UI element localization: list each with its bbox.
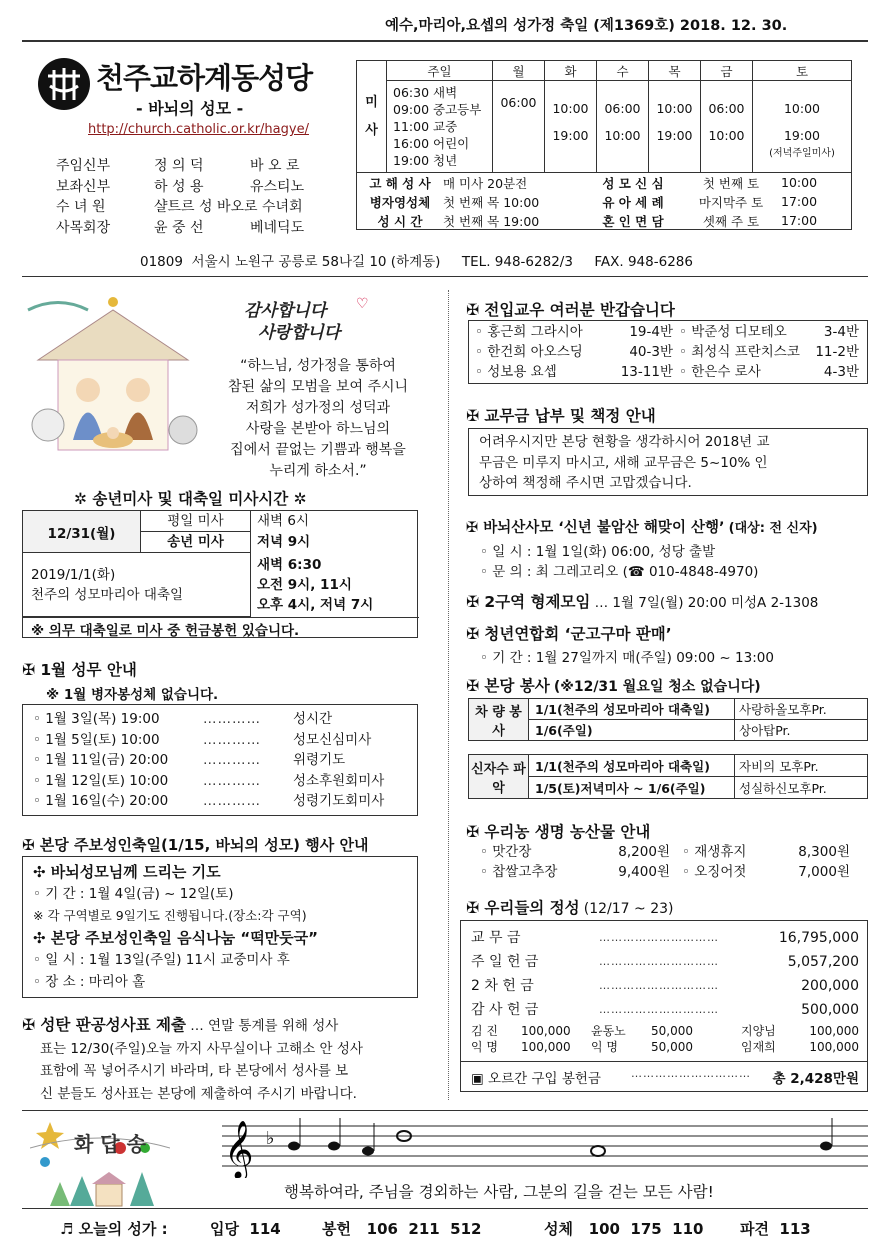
food-sharing-time: ◦ 일 시 : 1월 13일(주일) 11시 교중미사 후 (33, 952, 290, 968)
food-sharing-heading: ✣ 본당 주보성인축일 음식나눔 “떡만둣국” (33, 929, 319, 947)
offering-box (460, 920, 868, 1092)
thursday-times: 10:00 19:00 (649, 81, 701, 173)
offering-title: ✠ 우리들의 정성 (12/17 ~ 23) (466, 899, 674, 917)
day-header: 주일 (387, 61, 493, 81)
today-songs (60, 1218, 811, 1239)
jan-item: ◦ 1월 11일(금) 20:00 ………… 위령기도 (33, 752, 346, 768)
service-title: ✠ 본당 봉사 (※12/31 월요일 청소 없습니다) (466, 677, 761, 695)
parish-name: 천주교하계동성당 (96, 61, 313, 95)
staff-list (56, 156, 346, 238)
entrance-song: 입당 114 (210, 1220, 281, 1238)
parish-url-link[interactable]: http://church.catholic.or.kr/hagye/ (88, 122, 309, 137)
jan-schedule-box (22, 704, 418, 816)
jan-item: ◦ 1월 3일(목) 19:00 ………… 성시간 (33, 711, 333, 727)
christmas-confession: ✠ 성탄 판공성사표 제출 … 연말 통계를 위해 성사 표는 12/30(주일)오늘 까지 사무실이나 고해소 안 성사 표함에 꼭 넣어주시기 바라며, 타 본당에서 성사를 보 신 분들도 성사표는 본당에 제출하여 주시기 바랍니다. (22, 1016, 363, 1102)
day-header: 목 (649, 61, 701, 81)
thanks-title: 감사합니다 (244, 301, 327, 321)
staff-row (56, 156, 346, 177)
staff-baptismal: 바 오 로 (250, 158, 300, 174)
offering-row: 감 사 헌 금 ………………………… 500,000 (471, 1002, 859, 1018)
prayer-note: ※ 각 구역별로 9일기도 진행됩니다.(장소:각 구역) (33, 908, 307, 923)
organ-fund-row: ▣ 오르간 구입 봉헌금 ………………………… 총 2,428만원 (471, 1067, 859, 1087)
attendance-service-table: 신자수 파악 1/1(천주의 성모마리아 대축일) 자비의 모후Pr. 1/5(토)저녁미사 ~ 1/6(주일) 성실하신모후Pr. (468, 754, 868, 799)
staff-baptismal: 유스티노 (250, 178, 305, 195)
newcomer-row: ◦ 한건희 아오스딩 40-3반 ◦ 최성식 프란치스코 11-2반 (475, 344, 859, 360)
communion-song: 성체 100 175 110 (544, 1220, 704, 1238)
saturday-times: 10:00 19:00 (저녁주일미사) (753, 81, 852, 173)
staff-baptismal: 베네딕도 (250, 219, 305, 236)
prayer-period: ◦ 기 간 : 1월 4일(금) ~ 12일(토) (33, 886, 234, 902)
staff-role: 보좌신부 (56, 178, 111, 195)
sunrise-contact: ◦ 문 의 : 최 그레고리오 (☎ 010-4848-4970) (480, 564, 759, 580)
yearend-mass-label: 송년 미사 (141, 532, 251, 553)
day-header: 토 (753, 61, 852, 81)
church-logo-icon (36, 56, 92, 116)
heart-icon: ♡ (356, 296, 369, 312)
feast-day-cell: 2019/1/1(화) 천주의 성모마리아 대축일 (23, 553, 251, 617)
patronal-box (22, 856, 418, 998)
offering-row: 2 차 헌 금 ………………………… 200,000 (471, 978, 859, 994)
newyear-table (22, 510, 418, 638)
wednesday-times: 06:00 10:00 (597, 81, 649, 173)
donor-row: 김 진 100,000 윤동노 50,000 지양님 100,000 (471, 1024, 859, 1038)
offering-row: 주 일 헌 금 ………………………… 5,057,200 (471, 954, 859, 970)
love-title: 사랑합니다 (258, 323, 341, 343)
family-prayer: “하느님, 성가정을 통하여 참된 삶의 모범을 보여 주시니 저희가 성가정의 성덕과 사랑을 본받아 하느님의 집에서 끝없는 기쁨과 행복을 누리게 하소서.” (227, 358, 409, 479)
newcomers-box (468, 320, 868, 384)
dues-title: ✠ 교무금 납부 및 책정 안내 (466, 407, 656, 425)
sacrament-row: 병자영성체 첫 번째 목 10:00 유 아 세 례 마지막주 토 17:00 (369, 194, 818, 210)
column-divider (448, 290, 449, 1100)
hymn-lyric: 행복하여라, 주님을 경외하는 사람, 그분의 길을 걷는 모든 사람! (284, 1183, 714, 1201)
newcomer-row: ◦ 성보용 요셉 13-11반 ◦ 한은수 로사 4-3반 (475, 364, 859, 380)
dues-box: 어려우시지만 본당 현황을 생각하시어 2018년 교 무금은 미루지 마시고, 새해 교무금은 5~10% 인 상하여 책정해 주시면 고맙겠습니다. (468, 428, 868, 496)
monday-times: 06:00 (493, 81, 545, 173)
staff-name: 샬트르 성 바오로 수녀회 (154, 199, 303, 215)
sacrament-row: 성 시 간 첫 번째 목 19:00 혼 인 면 담 셋째 주 토 17:00 (377, 213, 818, 229)
farm-list (480, 842, 850, 882)
food-sharing-place: ◦ 장 소 : 마리아 홀 (33, 974, 146, 990)
address-divider (22, 276, 868, 277)
youth-period: ◦ 기 간 : 1월 27일까지 매(주일) 09:00 ~ 13:00 (480, 650, 774, 666)
district-meeting: ✠ 2구역 형제모임 … 1월 7일(월) 20:00 미성A 2-1308 (466, 593, 819, 611)
day-header: 금 (701, 61, 753, 81)
music-staff-icon (222, 1116, 872, 1182)
feast-mass-times: 새벽 6:30 오전 9시, 11시 오후 4시, 저녁 7시 (257, 557, 374, 613)
jan-item: ◦ 1월 12일(토) 10:00 ………… 성소후원회미사 (33, 772, 385, 789)
songs-label: ♬ 오늘의 성가 : (60, 1220, 168, 1238)
staff-name: 정 의 덕 (154, 158, 204, 174)
dismissal-song: 파견 113 (740, 1220, 811, 1238)
hymn-label: 화 답 송 (74, 1132, 146, 1156)
patronal-title: ✠ 본당 주보성인축일(1/15, 바뇌의 성모) 행사 안내 (22, 836, 369, 854)
staff-row (56, 197, 346, 218)
svg-text:𝄞: 𝄞 (224, 1120, 254, 1178)
farm-row: ◦ 맛간장 8,200원 ◦ 재생휴지 8,300원 (480, 844, 850, 860)
day-header: 월 (493, 61, 545, 81)
yearend-mass-time: 저녁 9시 (257, 534, 311, 550)
tuesday-times: 10:00 19:00 (545, 81, 597, 173)
songs-divider (22, 1208, 868, 1209)
hymn-divider (22, 1110, 868, 1111)
newyear-title: ✲ 송년미사 및 대축일 미사시간 ✲ (74, 490, 307, 508)
youth-title: ✠ 청년연합회 ‘군고구마 판매’ (466, 625, 672, 643)
staff-role: 수 녀 원 (56, 199, 106, 215)
staff-name: 하 성 용 (154, 178, 204, 195)
offering-row: 교 무 금 ………………………… 16,795,000 (471, 930, 859, 946)
sunrise-time: ◦ 일 시 : 1월 1일(화) 06:00, 성당 출발 (480, 544, 716, 560)
sunrise-title: ✠ 바뇌산사모 ‘신년 불암산 해맞이 산행’ (대상: 전 신자) (466, 520, 818, 536)
nativity-illustration-icon (18, 290, 208, 474)
jan-note: ※ 1월 병자봉성체 없습니다. (46, 687, 219, 703)
farm-row: ◦ 찹쌀고추장 9,400원 ◦ 오징어젓 7,000원 (480, 864, 850, 880)
staff-row (56, 177, 346, 198)
issue-line: 예수,마리아,요셉의 성가정 축일 (제1369호) 2018. 12. 30. (385, 18, 788, 34)
day-header: 수 (597, 61, 649, 81)
staff-name: 윤 중 선 (154, 219, 204, 236)
sacrament-row: 고 해 성 사 매 미사 20분전 성 모 신 심 첫 번째 토 10:00 (369, 175, 818, 191)
newcomer-row: ◦ 홍근희 그라시아 19-4반 ◦ 박준성 디모테오 3-4반 (475, 324, 859, 340)
date-1231: 12/31(월) (23, 511, 141, 553)
parish-patron: - 바뇌의 성모 - (136, 99, 244, 118)
sacraments-box (356, 172, 852, 230)
mass-schedule-table (356, 60, 852, 173)
staff-row (56, 218, 346, 239)
day-header: 화 (545, 61, 597, 81)
jan-item: ◦ 1월 16일(수) 20:00 ………… 성령기도회미사 (33, 793, 385, 809)
jan-section-title: ✠ 1월 성무 안내 (22, 661, 137, 679)
vehicle-service-table: 차 량 봉 사 1/1(천주의 성모마리아 대축일) 사랑하올모후Pr. 1/6(주일) 상아탑Pr. (468, 698, 868, 741)
staff-role: 사목회장 (56, 219, 111, 236)
sunday-times: 06:30 새벽 09:00 중고등부 11:00 교중 16:00 어린이 19:00 청년 (387, 81, 493, 173)
newcomers-title: ✠ 전입교우 여러분 반갑습니다 (466, 301, 675, 319)
donor-row: 익 명 100,000 익 명 50,000 임재희 100,000 (471, 1040, 859, 1054)
friday-times: 06:00 10:00 (701, 81, 753, 173)
weekday-mass-time: 새벽 6시 (257, 513, 310, 529)
header-divider (22, 40, 868, 42)
address-line: 01809 서울시 노원구 공릉로 58나길 10 (하계동) TEL. 948-6282/3 FAX. 948-6286 (140, 254, 693, 270)
svg-text:♭: ♭ (266, 1128, 275, 1149)
obligation-note: ※ 의무 대축일로 미사 중 헌금봉헌 있습니다. (31, 623, 300, 639)
jan-item: ◦ 1월 5일(토) 10:00 ………… 성모신심미사 (33, 731, 372, 748)
offertory-song: 봉헌 106 211 512 (322, 1220, 482, 1238)
prayer-heading: ✣ 바뇌성모님께 드리는 기도 (33, 863, 221, 881)
mass-label: 미 사 (357, 61, 387, 173)
weekday-mass-label: 평일 미사 (141, 511, 251, 532)
staff-role: 주임신부 (56, 158, 111, 174)
farm-title: ✠ 우리농 생명 농산물 안내 (466, 823, 651, 841)
